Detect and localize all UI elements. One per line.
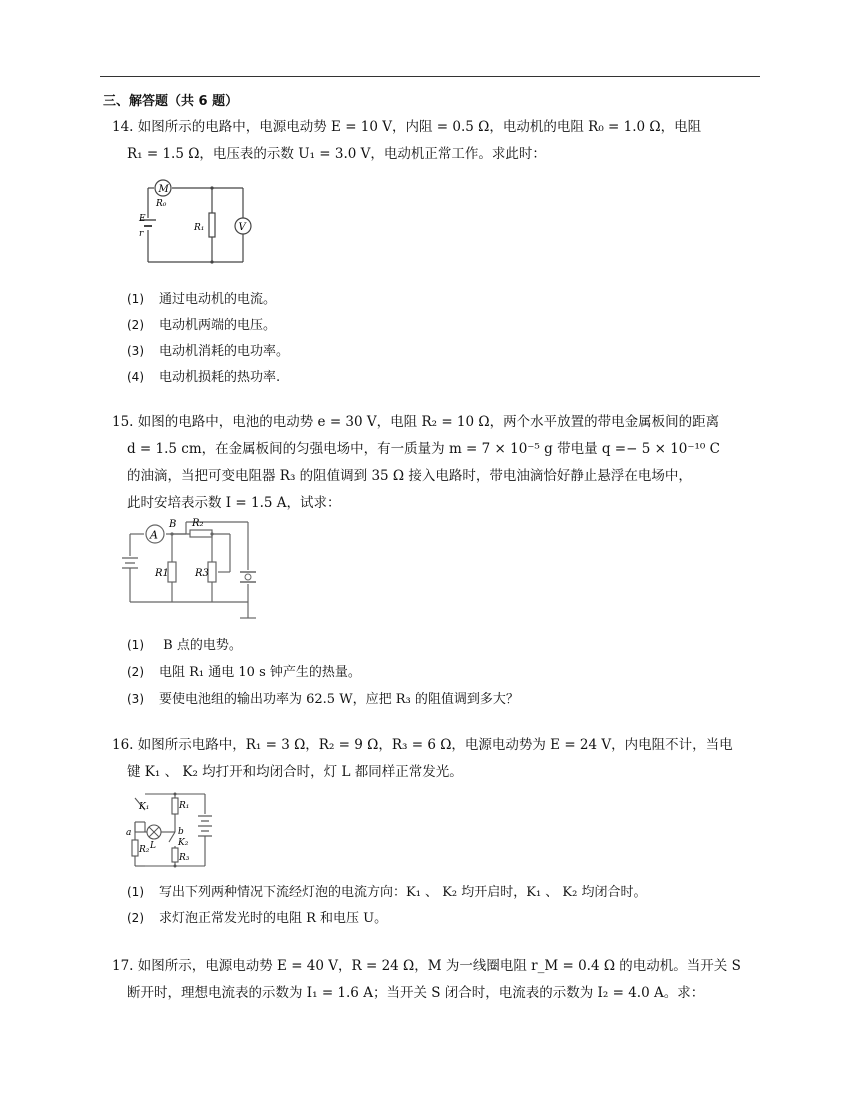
svg-text:R3: R3 <box>195 568 209 579</box>
q14-sub-1: (1) 通过电动机的电流。 <box>127 292 277 307</box>
ammeter-icon <box>146 525 164 543</box>
motor-icon <box>155 180 171 196</box>
svg-text:E: E <box>139 214 146 224</box>
q16-sub-1: (1) 写出下列两种情况下流经灯泡的电流方向：K₁ 、 K₂ 均开启时，K₁ 、 K₂ 均闭合时。 <box>127 885 647 900</box>
svg-text:K₁: K₁ <box>139 802 150 812</box>
q15-line3: 的油滴，当把可变电阻器 R₃ 的阻值调到 35 Ω 接入电路时，带电油滴恰好静止悬浮在电场中， <box>127 468 692 484</box>
svg-text:A: A <box>150 528 158 542</box>
q15-line2: d = 1.5 cm，在金属板间的匀强电场中，有一质量为 m = 7 × 10⁻⁵ g 带电量 q =− 5 × 10⁻¹⁰ C <box>127 441 720 457</box>
svg-text:b: b <box>178 827 184 837</box>
q14-line2: R₁ = 1.5 Ω，电压表的示数 U₁ = 3.0 V，电动机正常工作。求此时： <box>127 146 546 162</box>
q17-line1: 17. 如图所示，电源电动势 E = 40 V，R = 24 Ω，M 为一线圈电阻 r_M = 0.4 Ω 的电动机。当开关 S <box>112 958 741 974</box>
svg-text:a: a <box>126 828 132 838</box>
svg-text:R₃: R₃ <box>179 853 190 863</box>
q16-circuit-diagram <box>125 786 220 874</box>
section-title: 三、解答题（共 6 题） <box>103 94 239 109</box>
svg-text:M: M <box>158 184 169 195</box>
battery-icon <box>198 816 212 836</box>
svg-text:V: V <box>238 222 246 233</box>
svg-text:R₂: R₂ <box>192 518 204 529</box>
svg-text:R1: R1 <box>155 568 169 579</box>
q16-line1: 16. 如图所示电路中，R₁ = 3 Ω，R₂ = 9 Ω，R₃ = 6 Ω，电源电动势为 E = 24 V，内电阻不计，当电 <box>112 737 733 753</box>
svg-text:L: L <box>150 841 156 851</box>
q15-circuit-diagram <box>122 514 267 624</box>
q15-line4: 此时安培表示数 I = 1.5 A，试求： <box>127 495 341 511</box>
q14-line1: 14. 如图所示的电路中，电源电动势 E = 10 V，内阻 = 0.5 Ω，电动机的电阻 R₀ = 1.0 Ω，电阻 <box>112 119 702 135</box>
voltmeter-icon <box>235 218 251 234</box>
svg-text:R₀: R₀ <box>156 199 167 209</box>
battery-icon <box>122 558 138 568</box>
header-rule <box>100 76 760 77</box>
q16-sub-2: (2) 求灯泡正常发光时的电阻 R 和电压 U。 <box>127 911 388 926</box>
q14-circuit-diagram <box>130 178 260 268</box>
svg-text:K₂: K₂ <box>178 838 189 848</box>
svg-text:r: r <box>139 229 144 239</box>
q15-sub-3: (3) 要使电池组的输出功率为 62.5 W，应把 R₃ 的阻值调到多大？ <box>127 692 519 707</box>
svg-text:R₁: R₁ <box>179 801 190 811</box>
q15-sub-2: (2) 电阻 R₁ 通电 10 s 钟产生的热量。 <box>127 665 361 680</box>
q16-line2: 键 K₁ 、 K₂ 均打开和均闭合时，灯 L 都同样正常发光。 <box>127 764 463 780</box>
q14-sub-4: (4) 电动机损耗的热功率. <box>127 370 281 385</box>
svg-text:B: B <box>169 519 177 530</box>
q15-sub-1: (1) B 点的电势。 <box>127 638 242 653</box>
q17-line2: 断开时，理想电流表的示数为 I₁ = 1.6 A；当开关 S 闭合时，电流表的示数为 I₂ = 4.0 A。求： <box>127 985 705 1001</box>
capacitor-plates-icon <box>240 572 256 582</box>
svg-text:R₂: R₂ <box>139 845 150 855</box>
svg-text:R₁: R₁ <box>194 223 205 233</box>
q15-line1: 15. 如图的电路中，电池的电动势 e = 30 V，电阻 R₂ = 10 Ω，两个水平放置的带电金属板间的距离 <box>112 414 720 430</box>
q14-sub-2: (2) 电动机两端的电压。 <box>127 318 277 333</box>
q14-sub-3: (3) 电动机消耗的电功率。 <box>127 344 290 359</box>
lamp-icon <box>147 825 161 839</box>
